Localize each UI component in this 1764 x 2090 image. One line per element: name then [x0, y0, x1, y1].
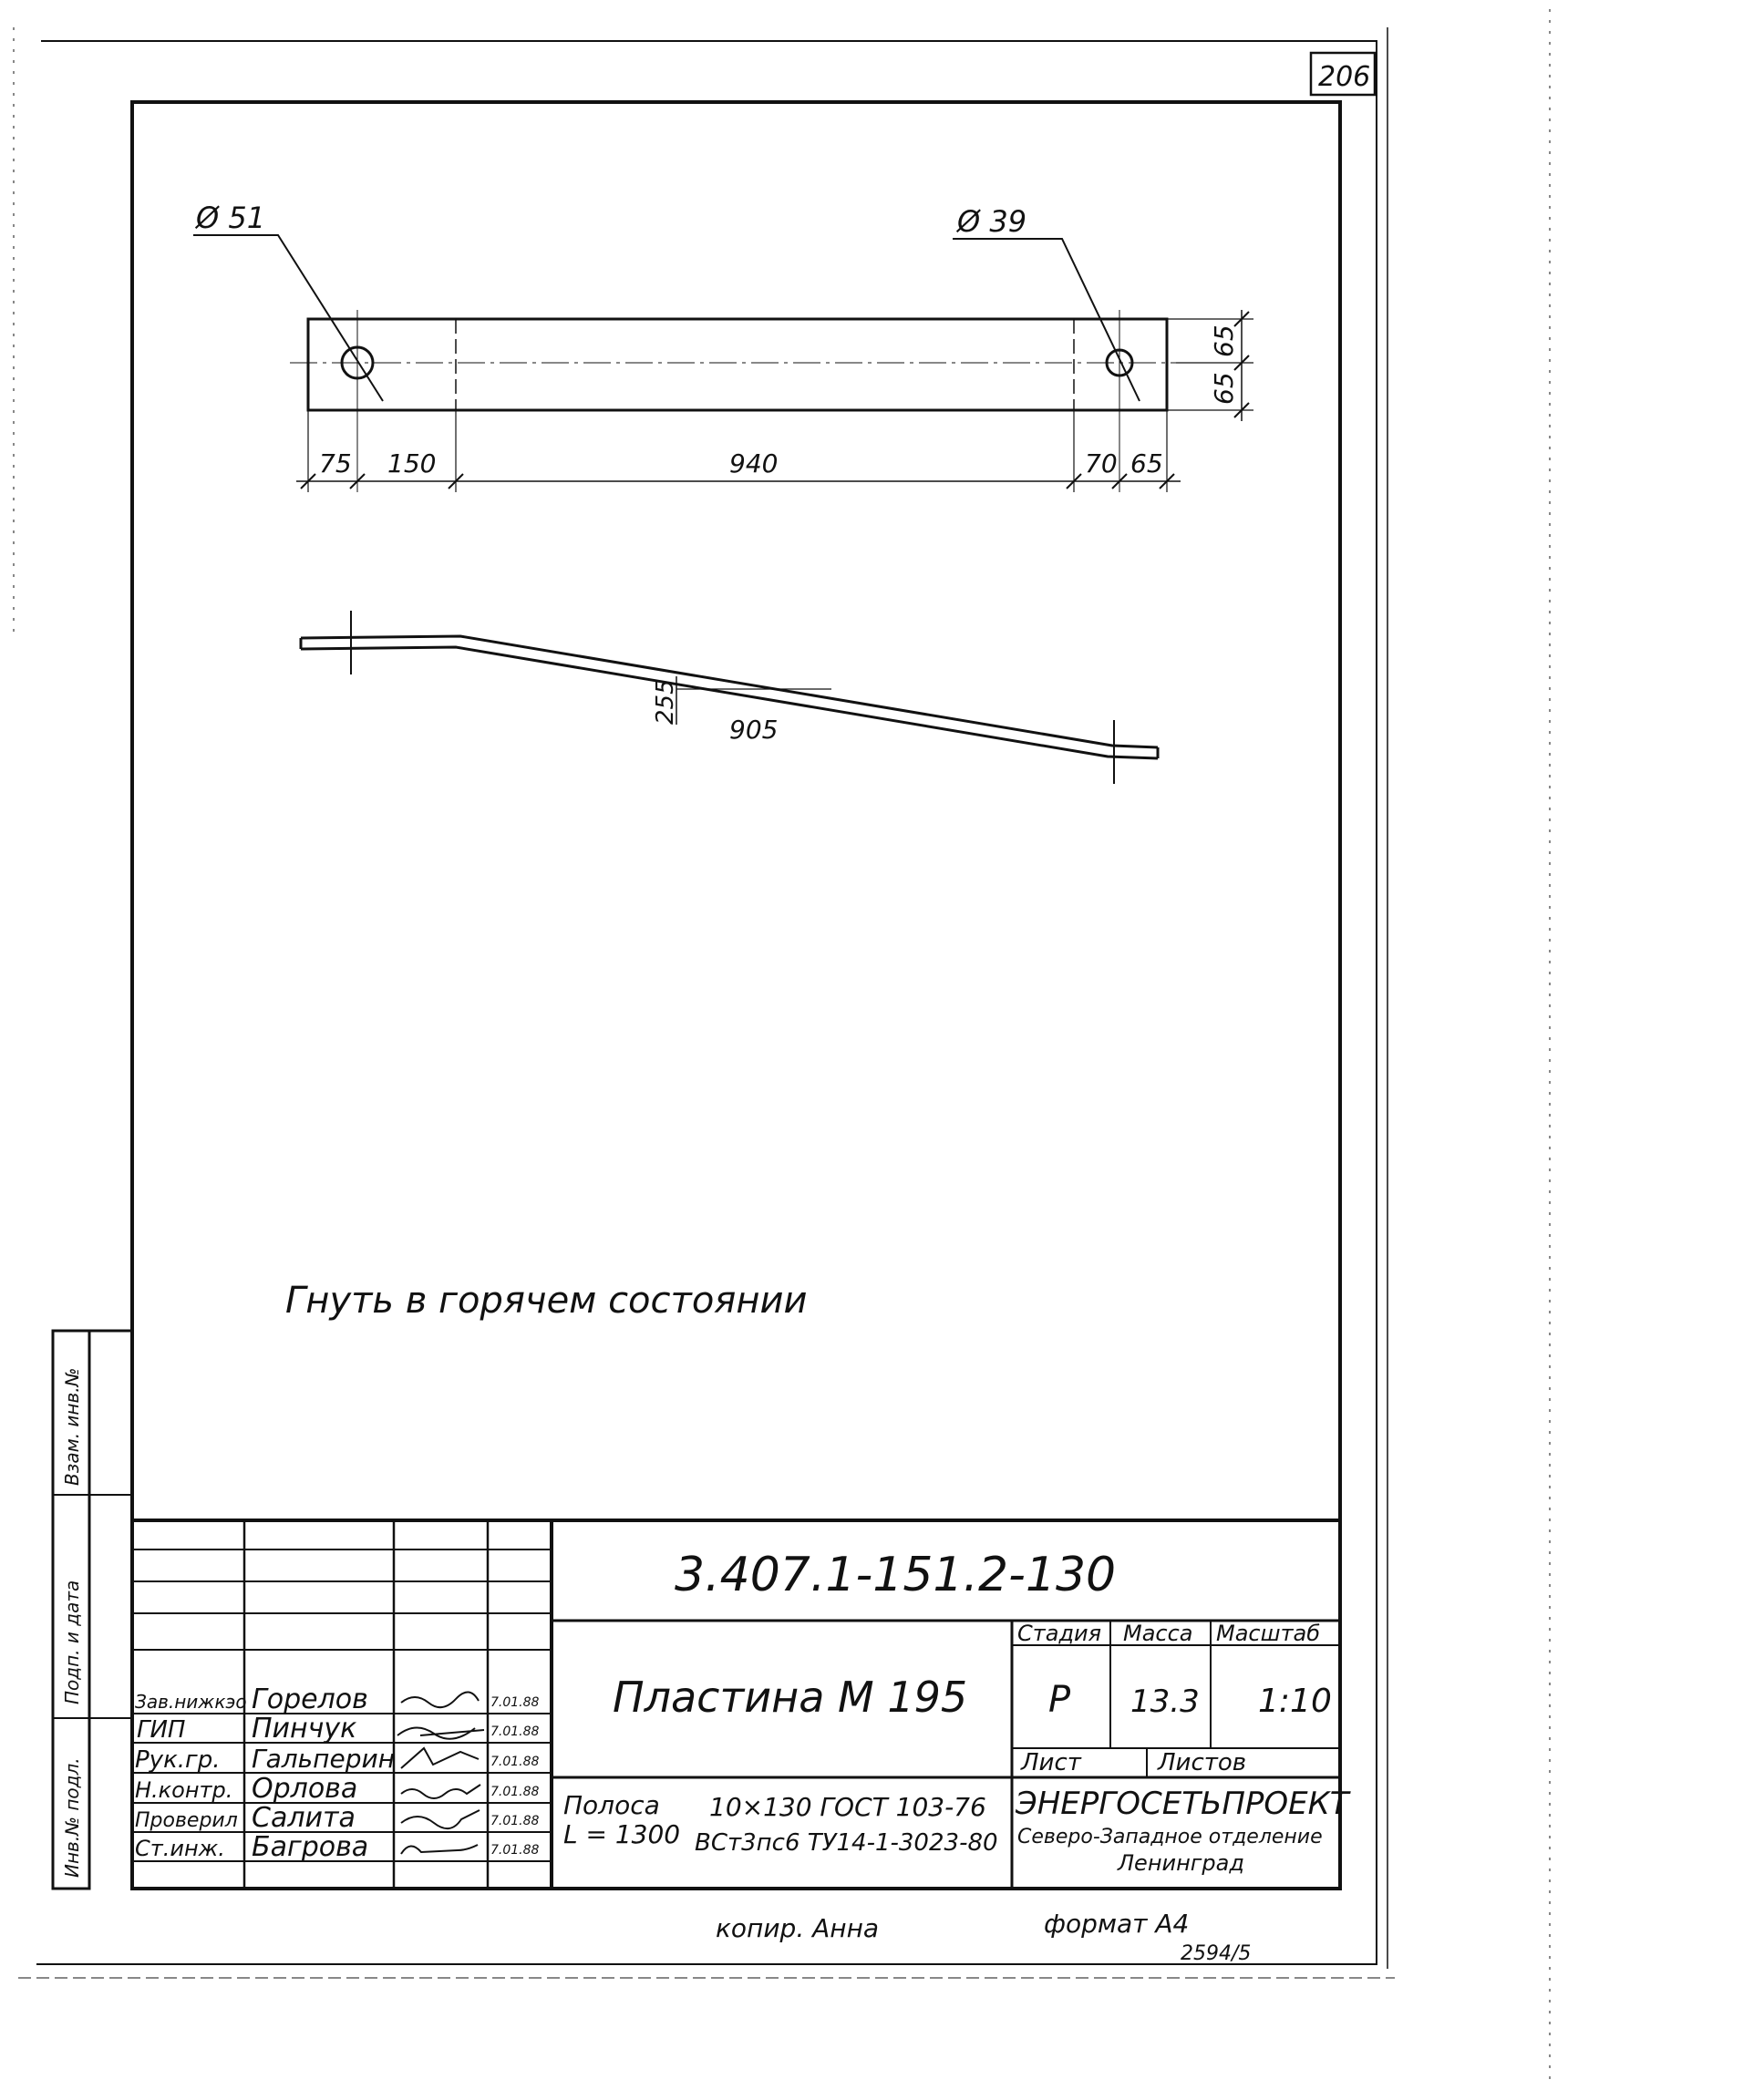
material-spec-2: ВСт3пс6 ТУ14-1-3023-80 [695, 1829, 998, 1857]
bend-offset-label: 255 [652, 679, 679, 725]
signer-role: ГИП [137, 1716, 186, 1744]
sheet-number: 206 [1318, 61, 1371, 93]
side-stamp-sign: Подп. и дата [61, 1580, 83, 1704]
side-stamp-inv: Инв.№ подл. [61, 1757, 83, 1878]
signer-date: 7.01.88 [490, 1725, 540, 1739]
hole-left-label: Ø 51 [196, 201, 266, 235]
value-stage: Р [1048, 1679, 1071, 1721]
dim-65-bottom: 65 [1130, 448, 1163, 479]
dim-65-top: 65 [1209, 324, 1239, 357]
value-scale: 1:10 [1258, 1683, 1332, 1720]
signer-date: 7.01.88 [490, 1785, 540, 1799]
part-name: Пластина М 195 [613, 1673, 968, 1722]
signature-mark [401, 1748, 479, 1768]
header-stage: Стадия [1017, 1621, 1102, 1646]
signer-name: Салита [252, 1802, 356, 1834]
hole-right-label: Ø 39 [957, 204, 1027, 239]
dim-940: 940 [729, 448, 779, 479]
material-strip-line-1: Полоса [563, 1790, 660, 1820]
header-mass: Масса [1123, 1621, 1193, 1646]
footer-code: 2594/5 [1181, 1942, 1252, 1965]
signer-role: Рук.гр. [135, 1746, 221, 1774]
signer-date: 7.01.88 [490, 1755, 540, 1769]
signature-mark [401, 1845, 478, 1854]
footer-format: формат А4 [1044, 1909, 1190, 1939]
header-sheet: Лист [1021, 1749, 1081, 1776]
drawing-designation: 3.407.1-151.2-130 [675, 1548, 1117, 1602]
signer-role: Н.контр. [135, 1777, 233, 1803]
material-strip-line-2: L = 1300 [563, 1819, 681, 1849]
org-city: Ленинград [1118, 1850, 1244, 1876]
material-strip [563, 1790, 680, 1849]
bend-run-label: 905 [729, 715, 779, 745]
value-mass: 13.3 [1130, 1683, 1200, 1720]
manufacturing-note: Гнуть в горячем состоянии [285, 1280, 808, 1322]
footer-copied: копир. Анна [716, 1913, 880, 1943]
signer-date: 7.01.88 [490, 1814, 540, 1828]
dim-150: 150 [387, 448, 437, 479]
plate-bend-view [301, 611, 1158, 784]
signature-mark [397, 1727, 484, 1738]
signer-name: Пинчук [252, 1713, 357, 1745]
signer-name: Гальперин [252, 1744, 395, 1774]
header-scale: Масштаб [1216, 1621, 1321, 1646]
signer-role: Зав.нижкэо [135, 1691, 247, 1713]
signer-date: 7.01.88 [490, 1843, 540, 1858]
org-branch: Северо-Западное отделение [1017, 1826, 1323, 1848]
signature-mark [401, 1810, 480, 1828]
signature-mark [401, 1692, 479, 1707]
signer-role: Ст.инж. [135, 1836, 225, 1861]
header-sheets: Листов [1158, 1749, 1247, 1776]
signer-role: Проверил [135, 1809, 238, 1832]
signer-name: Багрова [252, 1831, 369, 1863]
signature-mark [401, 1785, 480, 1798]
signer-name: Горелов [252, 1683, 368, 1715]
side-stamp-replace: Взам. инв.№ [61, 1367, 83, 1486]
dim-75: 75 [319, 448, 352, 479]
material-spec-1: 10×130 ГОСТ 103-76 [709, 1792, 986, 1822]
signer-name: Орлова [252, 1773, 358, 1805]
org-name: ЭНЕРГОСЕТЬПРОЕКТ [1016, 1786, 1349, 1822]
dim-65-lower: 65 [1209, 372, 1239, 405]
signer-date: 7.01.88 [490, 1695, 540, 1710]
dim-70: 70 [1085, 448, 1118, 479]
